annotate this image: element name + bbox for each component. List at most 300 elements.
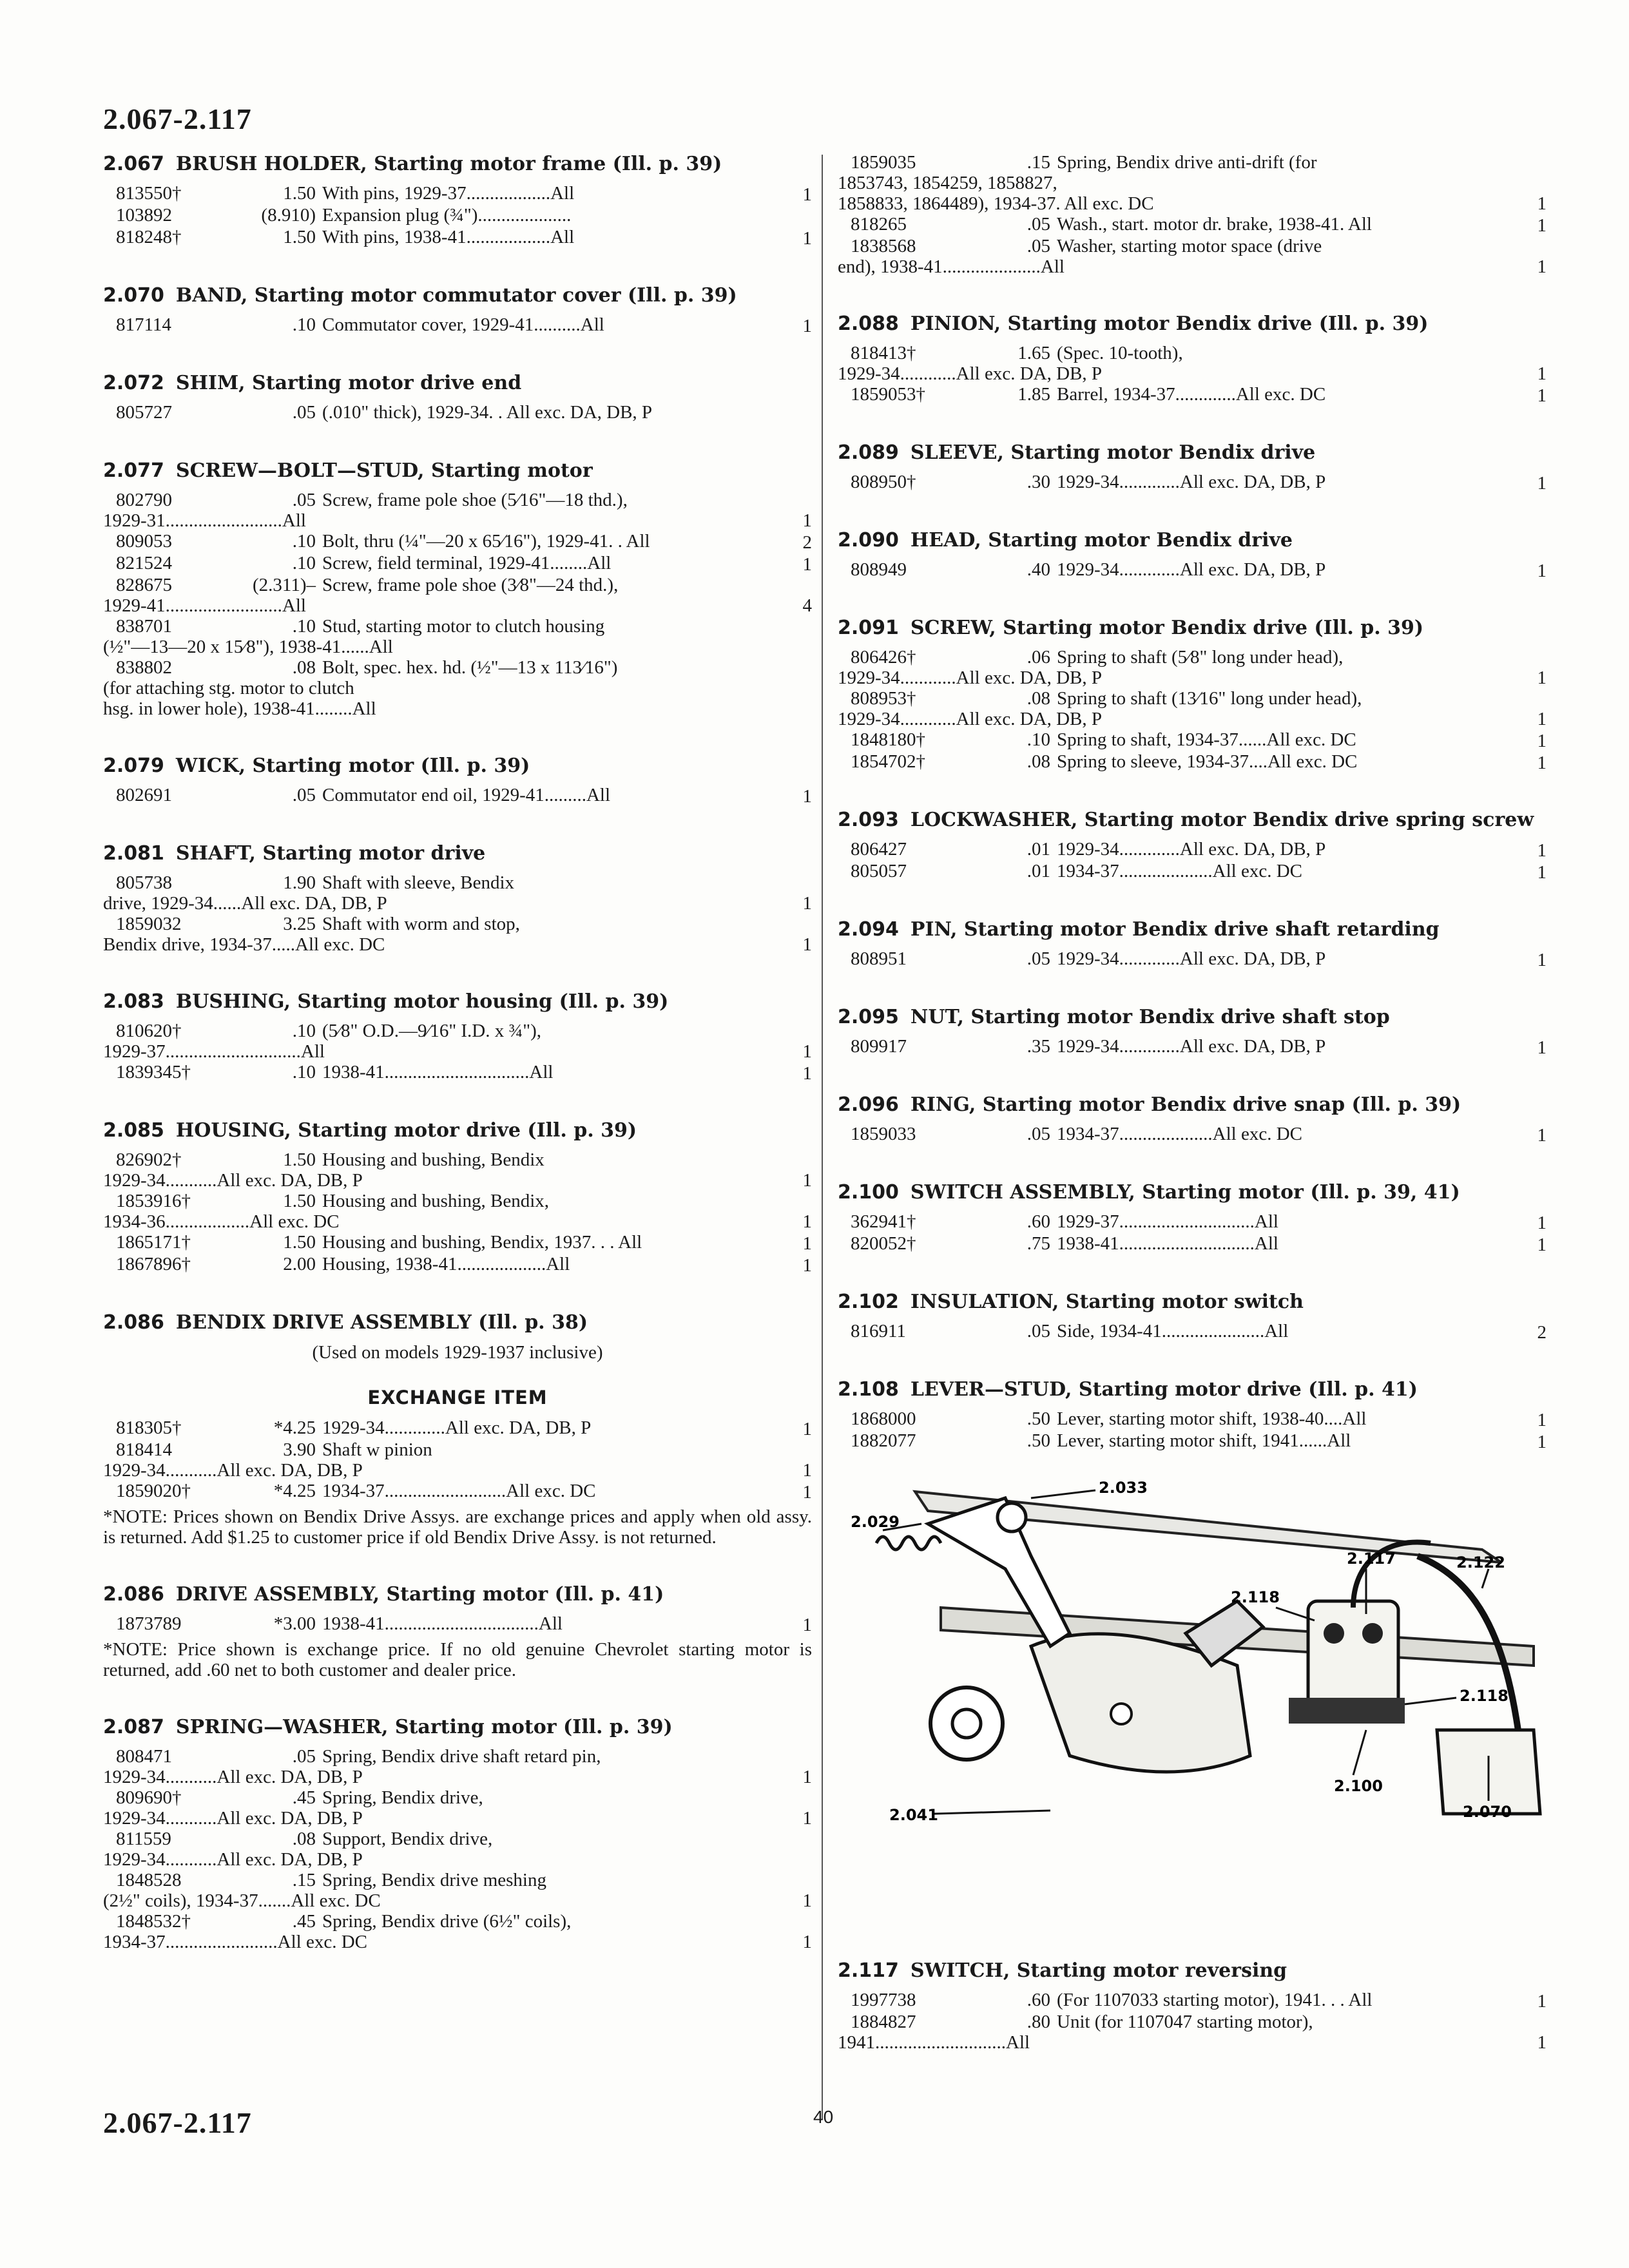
section-number: 2.100 xyxy=(838,1181,899,1204)
section-heading xyxy=(838,441,1547,465)
part-number: 821524 xyxy=(116,553,172,573)
part-number: 1848528 xyxy=(116,1870,182,1890)
part-description: Screw, field terminal, 1929-41........All xyxy=(322,553,612,573)
part-quantity: 1 xyxy=(802,184,812,205)
part-row xyxy=(103,1613,812,1635)
section-title: SPRING—WASHER, Starting motor (Ill. p. 39) xyxy=(175,1716,673,1738)
part-description: Commutator end oil, 1929-41.........All xyxy=(322,785,611,805)
part-quantity: 1 xyxy=(1537,840,1547,861)
part-quantity: 1 xyxy=(802,1808,812,1829)
section-title: BENDIX DRIVE ASSEMBLY (Ill. p. 38) xyxy=(175,1311,588,1334)
part-number: 818305† xyxy=(116,1418,182,1438)
part-row xyxy=(838,1430,1547,1452)
part-quantity: 1 xyxy=(1537,862,1547,883)
part-quantity: 4 xyxy=(802,595,812,616)
part-price: .45 xyxy=(292,1787,316,1808)
part-quantity: 1 xyxy=(1537,473,1547,494)
part-price: (8.910) xyxy=(261,205,316,226)
part-price: .15 xyxy=(292,1870,316,1890)
part-quantity: 1 xyxy=(802,1063,812,1084)
parts-section xyxy=(838,152,1547,277)
part-description: Wash., start. motor dr. brake, 1938-41. All xyxy=(1057,214,1372,235)
part-row xyxy=(838,1233,1547,1255)
part-description: Spring to shaft, 1934-37......All exc. DC xyxy=(1057,729,1356,750)
part-row xyxy=(838,343,1547,384)
part-row xyxy=(103,1062,812,1084)
section-heading xyxy=(838,1378,1547,1402)
parts-section xyxy=(838,1959,1547,2053)
section-title: BRUSH HOLDER, Starting motor frame (Ill. p. 39) xyxy=(175,153,722,175)
part-price: .10 xyxy=(292,616,316,637)
section-heading xyxy=(838,1959,1547,1983)
part-price: 1.65 xyxy=(1017,343,1050,363)
section-number: 2.093 xyxy=(838,809,899,831)
section-heading xyxy=(103,371,812,396)
part-description: 1929-34.............All exc. DA, DB, P xyxy=(322,1418,592,1438)
part-price: .08 xyxy=(1027,688,1050,709)
part-row xyxy=(838,729,1547,751)
part-row xyxy=(103,1149,812,1191)
part-quantity: 1 xyxy=(1537,1125,1547,1146)
parts-section xyxy=(103,1715,812,1952)
part-description: Housing and bushing, Bendix, 1934-36..................All exc. DC xyxy=(103,1191,550,1232)
part-quantity: 1 xyxy=(1537,731,1547,751)
part-description: 1934-37..........................All exc. DC xyxy=(322,1481,596,1501)
part-row xyxy=(103,616,812,657)
part-description: 1938-41...............................All xyxy=(322,1062,554,1082)
section-note: *NOTE: Prices shown on Bendix Drive Assys. are exchange prices and apply when old assy. is returned. Add $1.25 to customer price if old Bendix Drive Assy. is not returned. xyxy=(103,1506,812,1548)
part-price: .15 xyxy=(1027,152,1050,173)
part-number: 818413† xyxy=(851,343,916,363)
section-title: NUT, Starting motor Bendix drive shaft stop xyxy=(910,1006,1390,1028)
part-row xyxy=(838,2012,1547,2053)
section-title: SWITCH ASSEMBLY, Starting motor (Ill. p. 39, 41) xyxy=(910,1181,1460,1204)
section-title: BUSHING, Starting motor housing (Ill. p. 39) xyxy=(175,990,669,1013)
part-row xyxy=(103,1787,812,1829)
section-usage-note: (Used on models 1929-1937 inclusive) xyxy=(312,1342,603,1363)
part-number: 816911 xyxy=(851,1321,906,1341)
part-number: 1859053† xyxy=(851,384,925,405)
part-description: With pins, 1938-41..................All xyxy=(322,227,575,247)
part-number: 809690† xyxy=(116,1787,182,1808)
part-price: .10 xyxy=(1027,729,1050,750)
part-number: 1873789 xyxy=(116,1613,182,1634)
part-price: 1.50 xyxy=(283,1149,316,1170)
part-number: 805738 xyxy=(116,872,172,893)
section-heading xyxy=(103,990,812,1014)
part-number: 808949 xyxy=(851,559,907,580)
section-title: LOCKWASHER, Starting motor Bendix drive spring screw xyxy=(910,809,1534,831)
parts-section xyxy=(838,918,1547,970)
part-quantity: 1 xyxy=(802,1255,812,1276)
part-row xyxy=(838,472,1547,494)
part-description: Spring to shaft (5⁄8" long under head), 1929-34............All exc. DA, DB, P xyxy=(838,647,1344,688)
part-quantity: 1 xyxy=(1537,753,1547,773)
part-description: Spring to shaft (13⁄16" long under head), 1929-34............All exc. DA, DB, P xyxy=(838,688,1362,729)
section-heading xyxy=(838,808,1547,832)
part-quantity: 1 xyxy=(1537,1037,1547,1058)
part-row xyxy=(103,227,812,249)
part-row xyxy=(103,531,812,553)
section-number: 2.095 xyxy=(838,1006,899,1028)
section-heading xyxy=(103,841,812,866)
part-row xyxy=(103,914,812,955)
part-description: Unit (for 1107047 starting motor), 1941............................All xyxy=(838,2012,1313,2053)
section-number: 2.094 xyxy=(838,918,899,941)
part-price: .10 xyxy=(292,531,316,552)
part-number: 1854702† xyxy=(851,751,925,772)
part-row xyxy=(103,575,812,616)
part-number: 817114 xyxy=(116,314,171,335)
part-price: (2.311)– xyxy=(253,575,316,595)
section-heading xyxy=(103,1119,812,1143)
page-number: 40 xyxy=(813,2107,834,2127)
part-number: 818248† xyxy=(116,227,182,247)
part-description: Spring to sleeve, 1934-37....All exc. DC xyxy=(1057,751,1358,772)
section-title: PINION, Starting motor Bendix drive (Ill. p. 39) xyxy=(910,312,1429,335)
section-heading xyxy=(103,284,812,308)
part-row xyxy=(103,872,812,914)
section-title: SHAFT, Starting motor drive xyxy=(175,842,486,865)
part-quantity: 1 xyxy=(1537,1235,1547,1255)
part-description: (For 1107033 starting motor), 1941. . . All xyxy=(1057,1990,1373,2010)
part-description: Screw, frame pole shoe (3⁄8"—24 thd.), 1929-41.........................All xyxy=(103,575,619,616)
part-row xyxy=(103,1829,812,1870)
part-row xyxy=(103,490,812,531)
part-number: 805057 xyxy=(851,861,907,881)
parts-section xyxy=(103,1119,812,1276)
part-number: 1997738 xyxy=(851,1990,916,2010)
section-heading xyxy=(103,459,812,483)
part-quantity: 1 xyxy=(1537,193,1547,214)
part-quantity: 1 xyxy=(1537,1991,1547,2012)
part-description: 1929-34.............All exc. DA, DB, P xyxy=(1057,1036,1326,1057)
part-description: 1929-34.............All exc. DA, DB, P xyxy=(1057,948,1326,969)
part-description: Lever, starting motor shift, 1938-40....All xyxy=(1057,1408,1367,1429)
part-number: 1848180† xyxy=(851,729,925,750)
part-row xyxy=(838,236,1547,277)
parts-section xyxy=(103,1582,812,1680)
part-price: .10 xyxy=(292,314,316,335)
part-price: .05 xyxy=(1027,236,1050,256)
part-description: Barrel, 1934-37.............All exc. DC xyxy=(1057,384,1326,405)
part-quantity: 1 xyxy=(1537,1213,1547,1233)
part-row xyxy=(838,1990,1547,2012)
part-price: .01 xyxy=(1027,839,1050,860)
part-description: Shaft w pinion 1929-34...........All exc. DA, DB, P xyxy=(103,1439,432,1481)
part-row xyxy=(103,314,812,336)
part-quantity: 1 xyxy=(802,316,812,336)
part-description: Bolt, thru (¼"—20 x 65⁄16"), 1929-41. . All xyxy=(322,531,650,552)
part-number: 811559 xyxy=(116,1829,171,1849)
part-number: 1859035 xyxy=(851,152,916,173)
section-number: 2.083 xyxy=(103,990,164,1013)
part-quantity: 2 xyxy=(802,532,812,553)
section-heading xyxy=(103,754,812,778)
part-number: 813550† xyxy=(116,183,182,204)
section-title: RING, Starting motor Bendix drive snap (Ill. p. 39) xyxy=(910,1093,1461,1116)
part-price: .50 xyxy=(1027,1430,1050,1451)
parts-section xyxy=(838,808,1547,883)
part-price: .75 xyxy=(1027,1233,1050,1254)
callout-label: 2.118 xyxy=(1460,1687,1509,1705)
section-title: LEVER—STUD, Starting motor drive (Ill. p. 41) xyxy=(910,1378,1418,1401)
part-row xyxy=(103,553,812,575)
section-title: HOUSING, Starting motor drive (Ill. p. 39) xyxy=(175,1119,637,1142)
part-row xyxy=(103,1481,812,1503)
part-row xyxy=(838,751,1547,773)
part-price: 1.50 xyxy=(283,183,316,204)
part-price: .05 xyxy=(1027,948,1050,969)
parts-section xyxy=(103,990,812,1084)
parts-section xyxy=(103,459,812,719)
section-number: 2.091 xyxy=(838,617,899,639)
part-row xyxy=(838,214,1547,236)
part-description: (Spec. 10-tooth), 1929-34............All exc. DA, DB, P xyxy=(838,343,1183,384)
parts-section xyxy=(838,1290,1547,1343)
part-row xyxy=(103,1254,812,1276)
part-price: .10 xyxy=(292,1021,316,1041)
part-price: .08 xyxy=(292,657,316,678)
part-description: Housing, 1938-41...................All xyxy=(322,1254,570,1274)
part-quantity: 1 xyxy=(802,1041,812,1062)
part-quantity: 1 xyxy=(802,1211,812,1232)
parts-section xyxy=(103,754,812,807)
part-description: Bolt, spec. hex. hd. (½"—13 x 113⁄16") (for attaching stg. motor to clutch hsg. in lower hole), 1938-41........All xyxy=(103,657,618,719)
part-price: *3.00 xyxy=(273,1613,316,1634)
part-number: 1859020† xyxy=(116,1481,191,1501)
part-row xyxy=(838,152,1547,214)
part-row xyxy=(838,1408,1547,1430)
parts-section xyxy=(838,1180,1547,1255)
section-heading xyxy=(103,1715,812,1740)
part-row xyxy=(838,1124,1547,1146)
section-heading xyxy=(838,312,1547,336)
section-title: BAND, Starting motor commutator cover (Ill. p. 39) xyxy=(175,284,737,307)
page-range-footer: 2.067-2.117 xyxy=(103,2106,252,2139)
section-heading xyxy=(103,1582,812,1607)
part-number: 828675 xyxy=(116,575,172,595)
part-number: 806427 xyxy=(851,839,907,860)
part-number: 838701 xyxy=(116,616,172,637)
callout-label: 2.041 xyxy=(889,1806,938,1824)
part-description: (.010" thick), 1929-34. . All exc. DA, DB, P xyxy=(322,402,653,423)
part-quantity: 1 xyxy=(1537,363,1547,384)
section-heading xyxy=(103,152,812,177)
right-column-bottom xyxy=(838,1959,1547,2088)
parts-section xyxy=(103,841,812,955)
part-row xyxy=(103,205,812,227)
section-heading xyxy=(838,1093,1547,1117)
part-price: .80 xyxy=(1027,2012,1050,2032)
part-description: Spring, Bendix drive, 1929-34...........All exc. DA, DB, P xyxy=(103,1787,483,1829)
part-quantity: 1 xyxy=(1537,668,1547,688)
section-heading xyxy=(838,1180,1547,1205)
part-description: Lever, starting motor shift, 1941......All xyxy=(1057,1430,1351,1451)
part-quantity: 1 xyxy=(1537,1432,1547,1452)
part-number: 806426† xyxy=(851,647,916,668)
part-quantity: 1 xyxy=(802,893,812,914)
part-number: 820052† xyxy=(851,1233,916,1254)
part-description: 1938-41.............................All xyxy=(1057,1233,1278,1254)
part-description: Housing and bushing, Bendix 1929-34...........All exc. DA, DB, P xyxy=(103,1149,545,1191)
part-quantity: 1 xyxy=(1537,950,1547,970)
part-quantity: 1 xyxy=(802,1170,812,1191)
part-description: Spring, Bendix drive shaft retard pin, 1929-34...........All exc. DA, DB, P xyxy=(103,1746,601,1787)
parts-section xyxy=(838,441,1547,494)
part-price: .01 xyxy=(1027,861,1050,881)
part-row xyxy=(103,1232,812,1254)
part-quantity: 1 xyxy=(1537,215,1547,236)
part-price: .10 xyxy=(292,1062,316,1082)
part-row xyxy=(103,785,812,807)
part-number: 1865171† xyxy=(116,1232,191,1253)
part-description: Shaft with sleeve, Bendix drive, 1929-34......All exc. DA, DB, P xyxy=(103,872,515,914)
part-number: 808950† xyxy=(851,472,916,492)
section-heading xyxy=(838,1290,1547,1314)
part-number: 810620† xyxy=(116,1021,182,1041)
parts-section xyxy=(838,312,1547,406)
section-number: 2.108 xyxy=(838,1378,899,1401)
section-number: 2.096 xyxy=(838,1093,899,1116)
part-price: .06 xyxy=(1027,647,1050,668)
part-row xyxy=(103,1191,812,1232)
section-number: 2.085 xyxy=(103,1119,164,1142)
part-row xyxy=(103,657,812,719)
part-row xyxy=(103,1911,812,1952)
part-description: 1934-37....................All exc. DC xyxy=(1057,1124,1302,1144)
parts-section xyxy=(103,284,812,336)
part-price: .08 xyxy=(292,1829,316,1849)
part-row xyxy=(838,839,1547,861)
section-number: 2.090 xyxy=(838,529,899,552)
section-title: DRIVE ASSEMBLY, Starting motor (Ill. p. 41) xyxy=(175,1583,664,1606)
section-title: PIN, Starting motor Bendix drive shaft retarding xyxy=(910,918,1440,941)
section-number: 2.072 xyxy=(103,372,164,394)
part-description: (5⁄8" O.D.—9⁄16" I.D. x ¾"), 1929-37.............................All xyxy=(103,1021,541,1062)
part-number: 103892 xyxy=(116,205,172,226)
part-number: 802790 xyxy=(116,490,172,510)
part-quantity: 1 xyxy=(802,554,812,575)
part-number: 805727 xyxy=(116,402,172,423)
part-price: .05 xyxy=(1027,214,1050,235)
section-number: 2.102 xyxy=(838,1291,899,1313)
part-price: .05 xyxy=(1027,1124,1050,1144)
part-quantity: 1 xyxy=(802,1932,812,1952)
section-number: 2.089 xyxy=(838,441,899,464)
part-description: Support, Bendix drive, 1929-34...........All exc. DA, DB, P xyxy=(103,1829,493,1870)
column-divider xyxy=(822,155,823,2120)
part-price: .60 xyxy=(1027,1990,1050,2010)
part-description: Side, 1934-41......................All xyxy=(1057,1321,1289,1341)
part-number: 1839345† xyxy=(116,1062,191,1082)
part-price: .60 xyxy=(1027,1211,1050,1232)
part-price: .05 xyxy=(292,490,316,510)
part-number: 362941† xyxy=(851,1211,916,1232)
callout-label: 2.122 xyxy=(1456,1553,1505,1571)
part-price: .05 xyxy=(292,785,316,805)
section-number: 2.079 xyxy=(103,754,164,777)
part-row xyxy=(838,384,1547,406)
part-price: 1.50 xyxy=(283,1232,316,1253)
part-price: .45 xyxy=(292,1911,316,1932)
part-row xyxy=(838,559,1547,581)
starting-motor-illustration xyxy=(838,1453,1547,1904)
part-description: Spring, Bendix drive anti-drift (for 1853743, 1854259, 1858827, 1858833, 1864489), 1934-37. All exc. DC xyxy=(838,152,1317,214)
part-row xyxy=(838,647,1547,688)
part-quantity: 1 xyxy=(802,1233,812,1254)
part-quantity: 1 xyxy=(802,1767,812,1787)
part-description: Spring, Bendix drive meshing (2½" coils), 1934-37.......All exc. DC xyxy=(103,1870,546,1911)
section-heading xyxy=(838,918,1547,942)
part-number: 808951 xyxy=(851,948,907,969)
part-number: 1859033 xyxy=(851,1124,916,1144)
part-quantity: 1 xyxy=(802,1482,812,1503)
part-price: 1.50 xyxy=(283,227,316,247)
parts-section xyxy=(838,1005,1547,1058)
section-title: HEAD, Starting motor Bendix drive xyxy=(910,529,1293,552)
part-price: *4.25 xyxy=(273,1418,316,1438)
part-quantity: 1 xyxy=(802,1615,812,1635)
parts-section xyxy=(838,616,1547,773)
part-quantity: 1 xyxy=(1537,1410,1547,1430)
part-quantity: 1 xyxy=(802,786,812,807)
part-number: 1838568 xyxy=(851,236,916,256)
part-number: 808953† xyxy=(851,688,916,709)
section-heading xyxy=(838,528,1547,553)
page-range-header: 2.067-2.117 xyxy=(103,102,252,135)
section-heading xyxy=(838,1005,1547,1030)
right-column xyxy=(838,152,1547,1509)
part-quantity: 1 xyxy=(802,228,812,249)
section-number: 2.086 xyxy=(103,1311,164,1334)
callout-label: 2.033 xyxy=(1099,1479,1148,1497)
part-number: 818414 xyxy=(116,1439,172,1460)
part-number: 809053 xyxy=(116,531,172,552)
parts-section xyxy=(838,528,1547,581)
section-number: 2.077 xyxy=(103,459,164,482)
part-price: 1.50 xyxy=(283,1191,316,1211)
part-number: 1868000 xyxy=(851,1408,916,1429)
part-number: 1859032 xyxy=(116,914,182,934)
part-row xyxy=(103,1746,812,1787)
part-row xyxy=(103,402,812,424)
part-row xyxy=(838,1321,1547,1343)
part-number: 808471 xyxy=(116,1746,172,1767)
part-number: 1882077 xyxy=(851,1430,916,1451)
part-row xyxy=(838,1036,1547,1058)
part-quantity: 2 xyxy=(1537,1322,1547,1343)
part-row xyxy=(838,688,1547,729)
part-row xyxy=(103,1439,812,1481)
part-row xyxy=(838,861,1547,883)
section-title: SCREW—BOLT—STUD, Starting motor xyxy=(175,459,593,482)
part-description: With pins, 1929-37..................All xyxy=(322,183,575,204)
part-quantity: 1 xyxy=(802,1890,812,1911)
part-description: Spring, Bendix drive (6½" coils), 1934-37........................All exc. DC xyxy=(103,1911,572,1952)
section-number: 2.081 xyxy=(103,842,164,865)
section-title: SHIM, Starting motor drive end xyxy=(175,372,522,394)
part-quantity: 1 xyxy=(1537,709,1547,729)
callout-label: 2.118 xyxy=(1231,1588,1280,1606)
part-quantity: 1 xyxy=(802,510,812,531)
part-description: Stud, starting motor to clutch housing (½"—13—20 x 15⁄8"), 1938-41......All xyxy=(103,616,605,657)
part-price: .50 xyxy=(1027,1408,1050,1429)
part-price: .40 xyxy=(1027,559,1050,580)
part-number: 826902† xyxy=(116,1149,182,1170)
part-price: .10 xyxy=(292,553,316,573)
part-row xyxy=(103,183,812,205)
